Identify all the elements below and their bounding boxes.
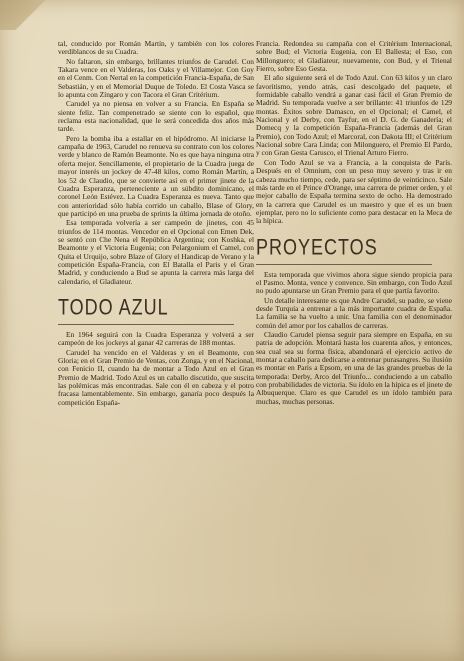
right-paragraph-6: Claudio Carudel piensa seguir para siempre en España, en su patria de adopción. Montará hasta los cuarenta años, y entonces, sea cual sea su forma física, abandonará el ejercicio activo de montar a caballo para dedicarse a entrenar purasangres. Su ilusión es montar en Paris a Epsom, en una de las grandes pruebas de la temporada: Derby, Arco del Triunfo... conduciendo a un caballo con probabilidades de victoria. Su ídolo en la hípica es el jinete de Albuquerque. Claro es que Carudel es un ídolo también para muchas, muchas personas. [256,329,452,406]
left-paragraph-3: Carudel ya no piensa en volver a su Francia. En España se siente feliz. Tan compenetrado se siente con lo español, que reclama esta nacionalidad, que le será concedida dos años más tarde. [58,99,254,134]
todo-azul-heading-wrap [58,294,254,325]
right-paragraph-5: Un detalle interesante es que Andre Carudel, su padre, se viene desde Turquía a entrenar a la más importante cuadra de España. La familia se ha vuelto a unir. Una familia con el denominador común del amor por los caballos de carreras. [256,295,452,330]
section-heading-proyectos: PROYECTOS [256,233,378,259]
heading-rule [58,324,234,325]
left-paragraph-5: Esa temporada volvería a ser campeón de jinetes, con 45 triunfos de 114 montas. Vencedor en el Opcional con Emen Dek, se sentó con Che Nena el República Argentina; con Koshka, el Beamonte y el Victoria Eugenia; con Pelargonium el Camel, con Quita el Urquijo, sobre Blaze of Glory el Handicap de Verano y la competición España-Francia, con El Batalla el Paris y el Gran Madrid, y conduciendo a Bud se apunta la carrera más larga del calendario, el Gladiateur. [58,218,254,286]
left-column [58,40,254,407]
left-paragraph-4: Pero la bomba iba a estallar en el hipódromo. Al iniciarse la campaña de 1963, Carudel no renueva su contrato con los colores verde y blanco de Ramón Beamonte. No es que haya ninguna otra oferta mejor. Sencillamente, el propietario de la Cuadra juega de mayor interés un jockey de 47-48 kilos, como Román Martín, a los 52 de Claudio, que se convierte así en el primer jinete de la Cuadra Esperanza, perteneciente a un súbdito dominicano, el coronel León Estévez. La Cuadra Esperanza es nueva. Tanto que con anterioridad sólo había corrido un caballo, Blase of Glory, que participó en una prueba de sprints la última jornada de otoño. [58,133,254,218]
right-paragraph-2: El año siguiente será el de Todo Azul. Con 63 kilos y un claro favoritismo, yendo atrás, casi descolgado del paquete, el formidable caballo vendrá a ganar casi fácil el Gran Premio de Madrid. Su temporada vuelve a ser brillante: 41 triunfos de 129 montas. Éxitos sobre Damasco, en el Opcional; el Camel, el Nacional y el Derby, con Tayfur, en el D. G. de Ganadería; el Domecq y la competición España-Francia (además del Gran Premio), con Todo Azul; el Marcoral, con Dakota III; el Critérium Nacional sobre Cara Linda; con Milonguero, el Premio El Pardo, y con Gran Gesta Carusco, el Trienal Arturo Fierro. [256,73,452,158]
left-paragraph-6: En 1964 seguirá con la Cuadra Esperanza y volverá a ser campeón de los jockeys al ganar 42 carreras de 188 montas. [58,329,254,348]
left-paragraph-2: No faltaron, sin embargo, brillantes triunfos de Carudel. Con Takara vence en el Valderas, los Oaks y el Villamejor. Con Goy en el Cenm. Con Nertal en la competición Francia-España, de San Sebastián, y en el Memorial Duque de Toledo. El Costa Vasca se lo apunta con Zíngaro y con Tacora el Gran Critérium. [58,56,254,100]
right-paragraph-1: Francia. Redondea su campaña con el Critérium Internacional, sobre Bud; el Victoria Eugenia, con El Ballesta; el Eso, con Millonguero; el Gladiateur, nuevamente, con Bud, y el Trienal Fierro, sobre Eso Gesta. [256,39,452,74]
proyectos-heading-wrap [256,233,452,265]
left-paragraph-7: Carudel ha vencido en el Valderas y en el Beamonte, con Gloria; en el Gran Premio de Ventas, con Zonga, y en el Nacional, con Fenicio II, cuando ha de montar a Todo Azul en el Gran Premio de Madrid. Todo Azul es un caballo discutido, que suscita las polémicas más encontradas. Sale con él en cabeza y el potro fracasa lamentablemente. Sin embargo, ganaría poco después la competición España- [58,347,254,407]
torn-corner [0,0,60,30]
section-heading-todo-azul: TODO AZUL [58,294,169,320]
left-paragraph-1: tal, conducido por Román Martín, y también con los colores verdiblancos de su Cuadra. [58,39,254,57]
right-paragraph-3: Con Todo Azul se va a Francia, a la conquista de París. Después en el Omnium, con un peso muy severo y tras ir en cabeza mucho tiempo, cede, para ser séptimo de veinticinco. Sale más tarde en el Prince d'Orange, una carrera de primer orden, y el mejor caballo de España termina sexto de ocho. Ha demostrado en la carrera que Carudel es un maestro y que el es un buen ejemplar, pero no lo suficiente como para destacar en la Meca de la hípica. [256,157,452,226]
page-bottom-shadow [0,609,464,661]
right-column [256,40,452,406]
heading-rule [256,264,432,265]
right-paragraph-4: Esta temporada que vivimos ahora sigue siendo propicia para el Pasmo. Monta, vence y convence. Sin embargo, con Todo Azul no pudo apuntarse un Gran Premio para el que partía favorito. [256,269,452,296]
